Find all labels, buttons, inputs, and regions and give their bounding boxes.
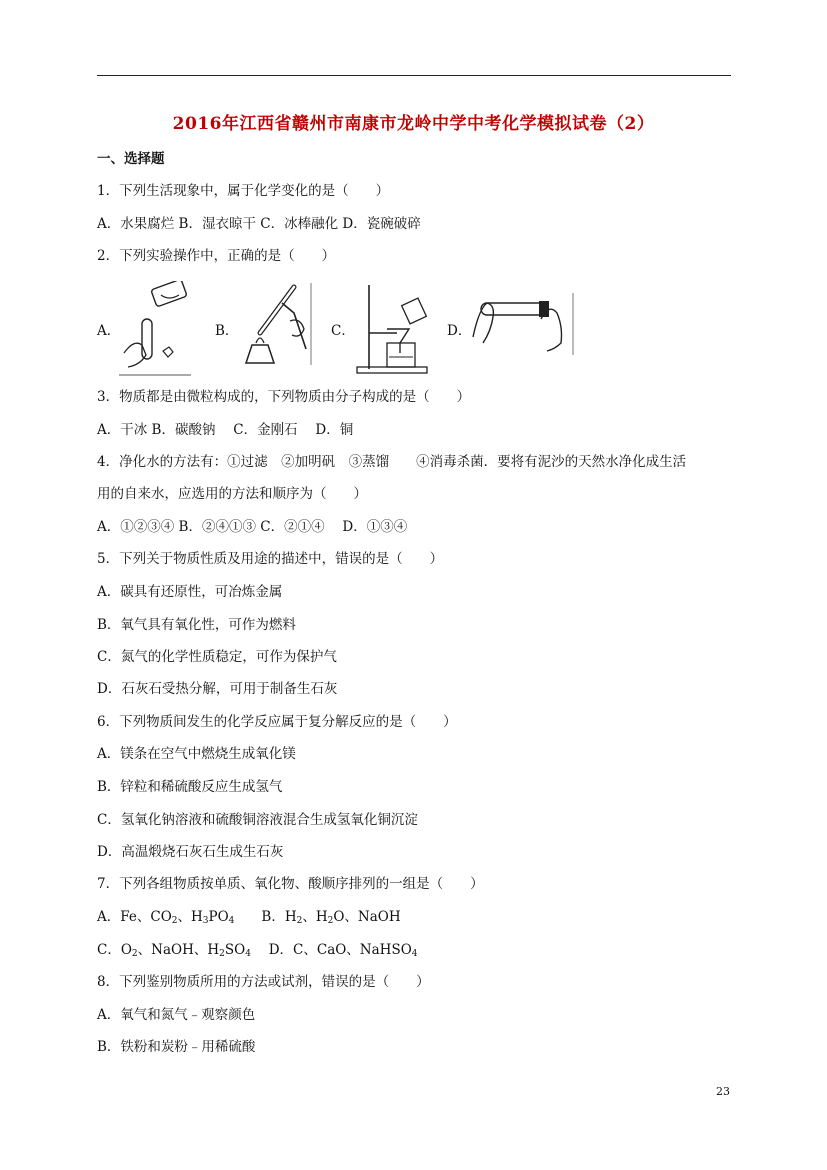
shaking-test-tube-figure bbox=[469, 281, 575, 356]
option-d-label: D． bbox=[447, 323, 472, 339]
question-7-stem: 7．下列各组物质按单质、氧化物、酸顺序排列的一组是（ ） bbox=[97, 876, 484, 892]
question-7-options-cd: C．$O_2$、NaOH、$H_2SO_4$ D．C、CaO、NaHSO$_4$ bbox=[97, 942, 418, 959]
question-4-stem-line2: 用的自来水，应选用的方法和顺序为（ ） bbox=[97, 486, 367, 502]
question-1-options: A．水果腐烂 B．湿衣晾干 C．冰棒融化 D．瓷碗破碎 bbox=[97, 216, 421, 232]
question-5-stem: 5．下列关于物质性质及用途的描述中，错误的是（ ） bbox=[97, 551, 444, 567]
question-5-option-c: C．氮气的化学性质稳定，可作为保护气 bbox=[97, 649, 337, 665]
question-4-options: A．①②③④ B．②④①③ C．②①④ D．①③④ bbox=[97, 519, 408, 535]
header-rule bbox=[97, 75, 731, 76]
question-5-option-a: A．碳具有还原性，可冶炼金属 bbox=[97, 584, 283, 600]
question-6-option-d: D．高温煅烧石灰石生成生石灰 bbox=[97, 844, 284, 860]
question-8-option-a: A．氧气和氮气﹣观察颜色 bbox=[97, 1007, 256, 1023]
section-heading: 一、选择题 bbox=[97, 151, 165, 167]
page-number: 23 bbox=[716, 1085, 730, 1098]
question-6-option-b: B．锌粒和稀硫酸反应生成氢气 bbox=[97, 779, 283, 795]
question-4-stem-line1: 4．净化水的方法有：①过滤 ②加明矾 ③蒸馏 ④消毒杀菌．要将有泥沙的天然水净化成生活 bbox=[97, 454, 687, 470]
question-3-options: A．干冰 B．碳酸钠 C．金刚石 D．铜 bbox=[97, 422, 354, 438]
question-8-stem: 8．下列鉴别物质所用的方法或试剂，错误的是（ ） bbox=[97, 974, 430, 990]
filtration-figure bbox=[351, 281, 431, 376]
question-6-option-c: C．氢氧化钠溶液和硫酸铜溶液混合生成氢氧化铜沉淀 bbox=[97, 812, 418, 828]
question-8-option-b: B．铁粉和炭粉﹣用稀硫酸 bbox=[97, 1039, 256, 1055]
page-title: 2016年江西省赣州市南康市龙岭中学中考化学模拟试卷（2） bbox=[172, 114, 655, 134]
question-5-option-d: D．石灰石受热分解，可用于制备生石灰 bbox=[97, 681, 338, 697]
option-a-label: A． bbox=[97, 323, 121, 339]
question-6-option-a: A．镁条在空气中燃烧生成氧化镁 bbox=[97, 746, 296, 762]
question-6-stem: 6．下列物质间发生的化学反应属于复分解反应的是（ ） bbox=[97, 714, 457, 730]
question-2-stem: 2．下列实验操作中，正确的是（ ） bbox=[97, 248, 336, 264]
question-2-figures bbox=[97, 281, 577, 376]
question-5-option-b: B．氧气具有氧化性，可作为燃料 bbox=[97, 617, 296, 633]
question-1-stem: 1．下列生活现象中，属于化学变化的是（ ） bbox=[97, 183, 390, 199]
question-7-options-ab: A．Fe、$CO_2$、$H_3PO_4$ B．$H_2$、$H_2O$、NaOH bbox=[97, 909, 401, 926]
heating-test-tube-figure bbox=[232, 281, 314, 366]
test-tube-solid-figure bbox=[119, 281, 191, 376]
option-c-label: C． bbox=[331, 323, 355, 339]
option-b-label: B． bbox=[215, 323, 239, 339]
question-3-stem: 3．物质都是由微粒构成的，下列物质由分子构成的是（ ） bbox=[97, 389, 471, 405]
